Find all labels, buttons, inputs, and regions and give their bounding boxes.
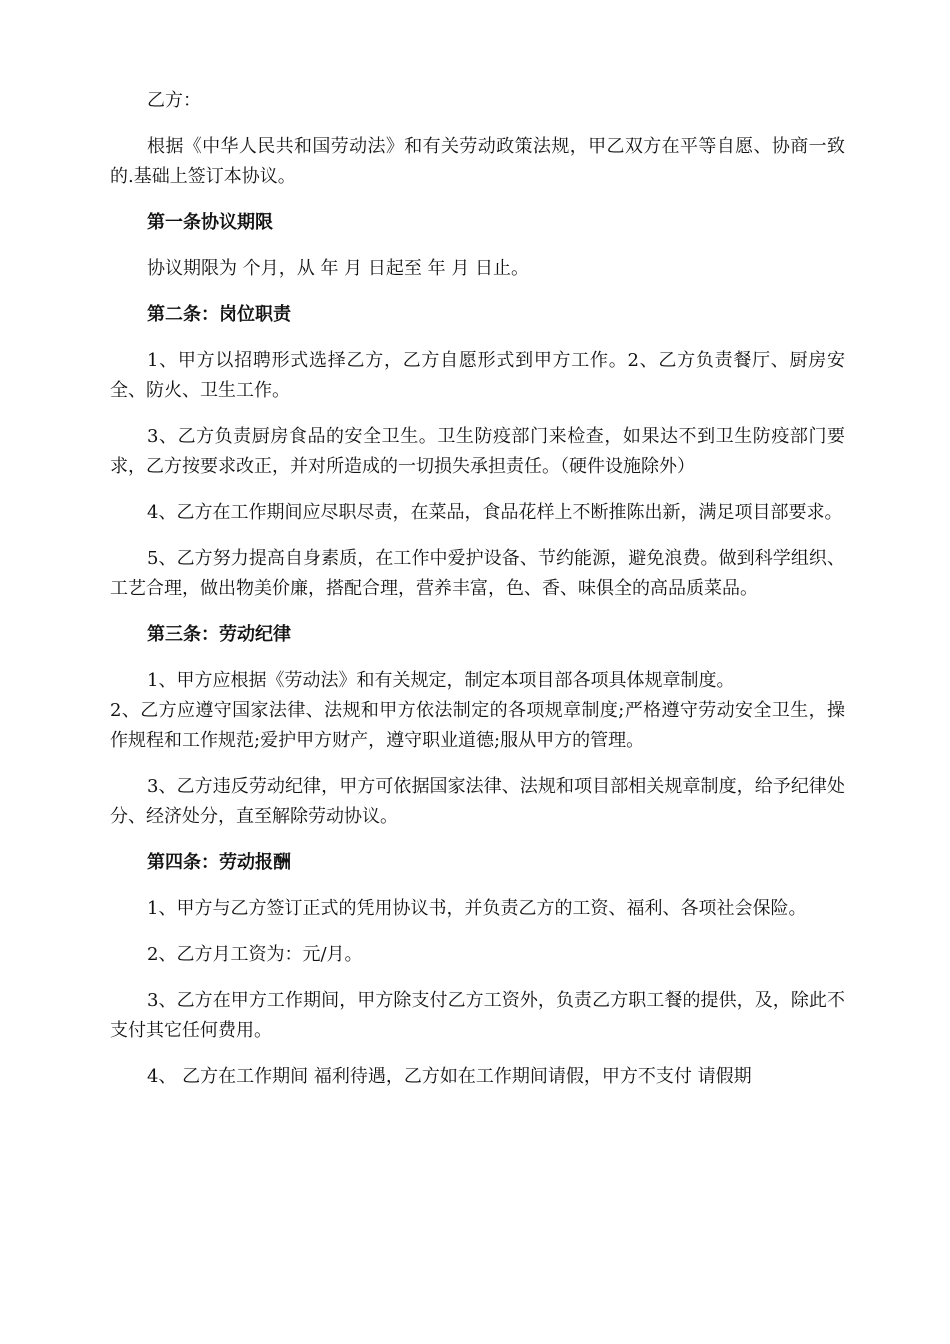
article-2-heading: 第二条：岗位职责 xyxy=(147,304,291,325)
article-3-heading: 第三条：劳动纪律 xyxy=(147,624,291,645)
article-2-paragraph-5: 5、乙方努力提高自身素质，在工作中爱护设备、节约能源，避免浪费。做到科学组织、工艺合理，做出物美价廉，搭配合理，营养丰富，色、香、味俱全的高品质菜品。 xyxy=(110,548,845,599)
article-2-paragraph-3: 3、乙方负责厨房食品的安全卫生。卫生防疫部门来检查，如果达不到卫生防疫部门要求，乙方按要求改正，并对所造成的一切损失承担责任。（硬件设施除外） xyxy=(110,426,845,477)
article-4-paragraph-1: 1、甲方与乙方签订正式的凭用协议书，并负责乙方的工资、福利、各项社会保险。 xyxy=(147,898,807,919)
intro-paragraph: 根据《中华人民共和国劳动法》和有关劳动政策法规，甲乙双方在平等自愿、协商一致的.基础上签订本协议。 xyxy=(110,136,845,187)
article-3-paragraph-1: 1、甲方应根据《劳动法》和有关规定，制定本项目部各项具体规章制度。 xyxy=(147,670,735,691)
article-2-paragraph-1: 1、甲方以招聘形式选择乙方，乙方自愿形式到甲方工作。2、乙方负责餐厅、厨房安全、防火、卫生工作。 xyxy=(110,350,845,401)
article-3-paragraph-2: 2、乙方应遵守国家法律、法规和甲方依法制定的各项规章制度;严格遵守劳动安全卫生，操作规程和工作规范;爱护甲方财产，遵守职业道德;服从甲方的管理。 xyxy=(110,700,845,751)
article-1-heading: 第一条协议期限 xyxy=(147,212,273,233)
document-page xyxy=(110,86,845,1108)
article-4-paragraph-4: 4、 乙方在工作期间 福利待遇，乙方如在工作期间请假，甲方不支付 请假期 xyxy=(147,1066,752,1087)
article-4-paragraph-2: 2、乙方月工资为：元/月。 xyxy=(147,944,363,965)
article-3-paragraph-3: 3、乙方违反劳动纪律，甲方可依据国家法律、法规和项目部相关规章制度，给予纪律处分、经济处分，直至解除劳动协议。 xyxy=(110,776,845,827)
party-b-label: 乙方： xyxy=(147,90,201,111)
article-1-paragraph-1: 协议期限为 个月，从 年 月 日起至 年 月 日止。 xyxy=(147,258,530,279)
article-2-paragraph-4: 4、乙方在工作期间应尽职尽责，在菜品，食品花样上不断推陈出新，满足项目部要求。 xyxy=(147,502,843,523)
article-4-heading: 第四条：劳动报酬 xyxy=(147,852,291,873)
article-4-paragraph-3: 3、乙方在甲方工作期间，甲方除支付乙方工资外，负责乙方职工餐的提供，及，除此不支付其它任何费用。 xyxy=(110,990,845,1041)
